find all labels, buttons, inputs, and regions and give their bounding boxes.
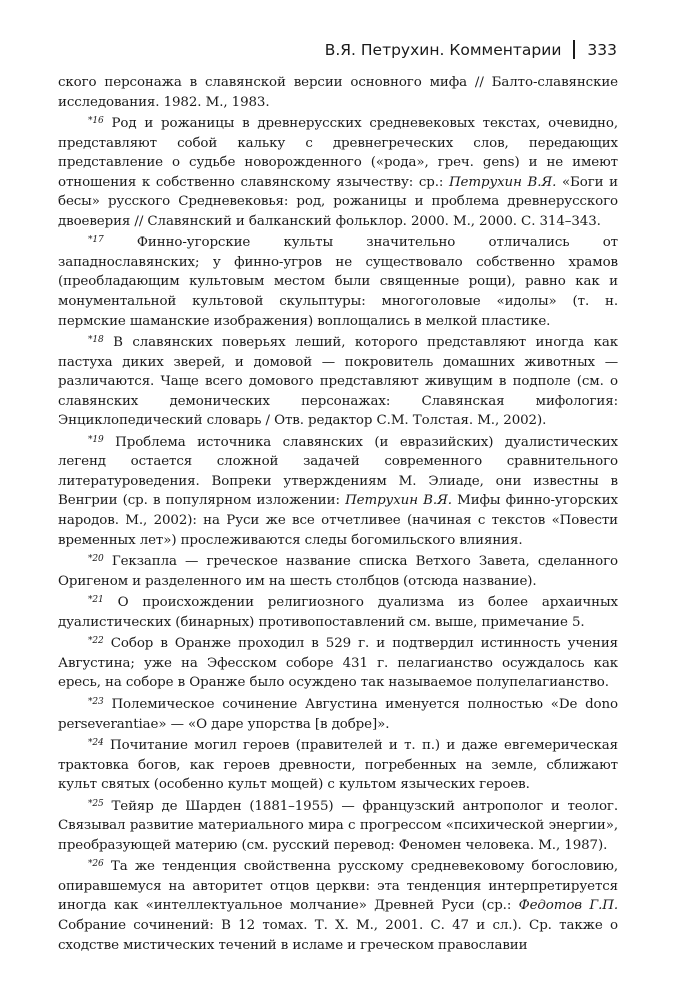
notes-text xyxy=(58,73,618,955)
note-24: $^{*24}$ Почитание могил героев (правителей и т. п.) и даже евгемерическая трактовка богов, как героев древности, погребенных на земле, сближают культ святых (особенно культ мощей) с культом языческих героев. xyxy=(58,738,618,793)
note-20: $^{*20}$ Гекзапла — греческое название списка Ветхого Завета, сделанного Оригеном и разделенного им на шесть столбцов (отсюда название). xyxy=(58,554,618,589)
note-marker: *19 xyxy=(88,434,104,445)
note-16: $^{*16}$ Род и рожаницы в древнерусских средневековых текстах, очевидно, представляют собой кальку с древнегреческих слов, передающих представление о судьбе новорожденного («рода», греч. gens) и не имеют отношения к собственно славянскому язычеству: ср.: Петрухин В.Я. «Боги и бесы» русского Средневековья: род, рожаницы и проблема древнерусского двоеверия // Славянский и балканский фольклор. 2000. М., 2000. С. 314–343. xyxy=(58,116,618,229)
note-25: $^{*25}$ Тейяр де Шарден (1881–1955) — французский антрополог и теолог. Связывал развитие материального мира с прогрессом «психической энергии», преобразующей материю (см. русский перевод: Феномен человека. М., 1987). xyxy=(58,798,618,853)
note-marker: *18 xyxy=(88,335,104,346)
note-marker: *20 xyxy=(88,554,104,565)
note-22: $^{*22}$ Собор в Оранже проходил в 529 г. и подтвердил истинность учения Августина; уже на Эфесском соборе 431 г. пелагианство осуждалось как ересь, на соборе в Оранже было осуждено так называемое полупелагианство. xyxy=(58,636,618,691)
note-marker: *22 xyxy=(88,636,104,647)
note-marker: *16 xyxy=(88,116,104,127)
note-marker: *24 xyxy=(88,738,104,749)
running-header xyxy=(325,40,617,59)
note-21: $^{*21}$ О происхождении религиозного дуализма из более архаичных дуалистических (бинарных) противопоставлений см. выше, примечание 5. xyxy=(58,595,618,630)
note-marker: *26 xyxy=(88,859,104,870)
page-number: 333 xyxy=(587,40,617,59)
note-23: $^{*23}$ Полемическое сочинение Августина именуется полностью «De dono perseverantiae» — «О даре упорства [в добре]». xyxy=(58,696,618,732)
note-marker: *25 xyxy=(88,798,104,809)
note-17: $^{*17}$ Финно-угорские культы значительно отличались от западнославянских; у финно-угров не существовало собственно храмов (преобладающим культовым местом были священные рощи), равно как и монументальной культовой скульптуры: многоголовые «идолы» (т. н. пермские шаманские изображения) воплощались в мелкой пластике. xyxy=(58,235,618,329)
note-18: $^{*18}$ В славянских поверьях леший, которого представляют иногда как пастуха диких зверей, и домовой — покровитель домашних животных — различаются. Чаще всего домового представляют живущим в подполе (см. о славянских демонических персонажах: Славянская мифология: Энциклопедический словарь / Отв. редактор С.М. Толстая. М., 2002). xyxy=(58,335,618,429)
running-title: В.Я. Петрухин. Комментарии xyxy=(324,40,562,59)
header-divider xyxy=(573,40,575,59)
note-marker: *23 xyxy=(88,696,104,707)
note-marker: *21 xyxy=(88,595,104,606)
note-26: $^{*26}$ Та же тенденция свойственна русскому средневековому богословию, опиравшемуся на авторитет отцов церкви: эта тенденция интерпретируется иногда как «интеллектуальное молчание» Древней Руси (ср.: Федотов Г.П. Собрание сочинений: В 12 томах. Т. X. М., 2001. С. 47 и сл.). Ср. также о сходстве мистических течений в исламе и греческом православии xyxy=(58,859,618,953)
continuation-paragraph: ского персонажа в славянской версии основного мифа // Балто-славянские исследования. 1982. М., 1983. xyxy=(58,75,618,110)
note-19: $^{*19}$ Проблема источника славянских (и евразийских) дуалистических легенд остается сложной задачей современного сравнительного литературоведения. Вопреки утверждениям М. Элиаде, они известны в Венгрии (ср. в популярном изложении: Петрухин В.Я. Мифы финно-угорских народов. М., 2002): на Руси же все отчетливее (начиная с текстов «Повести временных лет») прослеживаются следы богомильского влияния. xyxy=(58,434,618,548)
note-marker: *17 xyxy=(88,235,104,246)
